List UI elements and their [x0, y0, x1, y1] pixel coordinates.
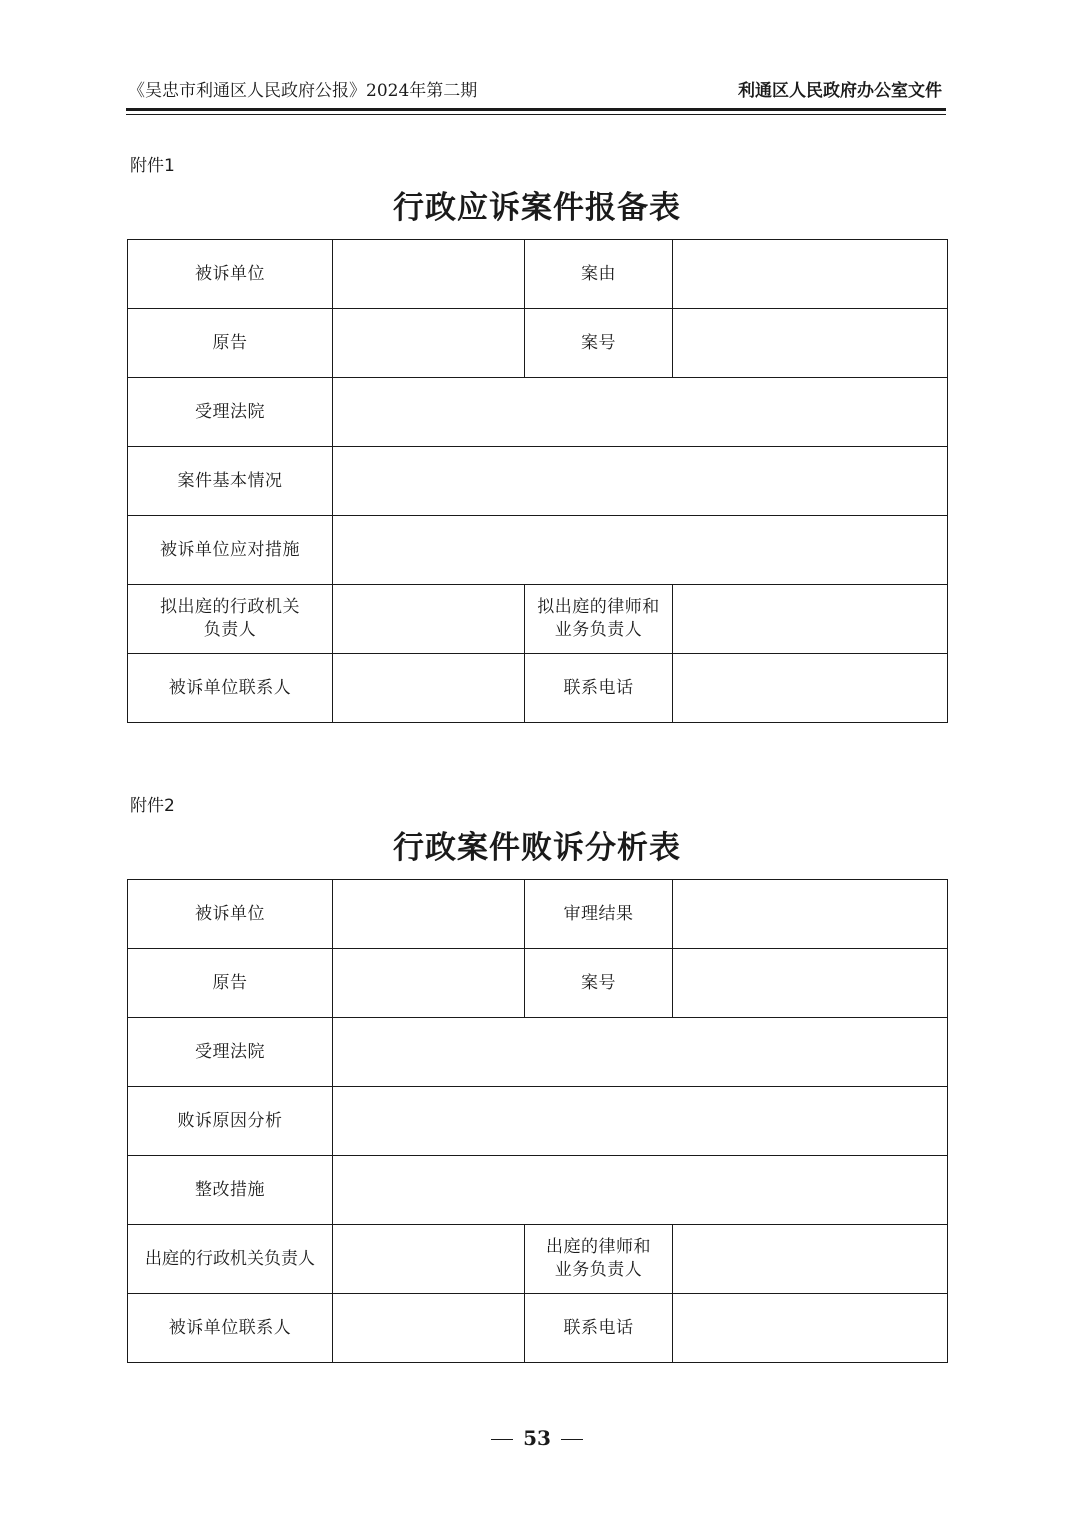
table-row	[128, 1156, 948, 1225]
form-field[interactable]	[673, 585, 948, 654]
form-field[interactable]	[673, 309, 948, 378]
attachment-2-title: 行政案件败诉分析表	[393, 830, 681, 866]
form-field[interactable]	[673, 654, 948, 723]
header-rule-thick	[126, 108, 946, 111]
form-label: 受理法院	[128, 1018, 333, 1087]
form-field[interactable]	[333, 240, 525, 309]
form-label: 被诉单位联系人	[128, 1294, 333, 1363]
form-field[interactable]	[333, 1294, 525, 1363]
form-field[interactable]	[673, 949, 948, 1018]
form-label: 原告	[128, 309, 333, 378]
table-row	[128, 1225, 948, 1294]
table-row	[128, 447, 948, 516]
form-label: 被诉单位	[128, 240, 333, 309]
form-field[interactable]	[333, 447, 948, 516]
form-field[interactable]	[333, 1156, 948, 1225]
form-field[interactable]	[333, 880, 525, 949]
publication-header: 《吴忠市利通区人民政府公报》2024年第二期	[128, 81, 478, 101]
table-row	[128, 949, 948, 1018]
table-row	[128, 880, 948, 949]
form-label: 案由	[525, 240, 673, 309]
form-label: 案件基本情况	[128, 447, 333, 516]
form-field[interactable]	[333, 585, 525, 654]
form-label: 受理法院	[128, 378, 333, 447]
table-row	[128, 1294, 948, 1363]
form-label: 出庭的律师和业务负责人	[525, 1225, 673, 1294]
table-row	[128, 309, 948, 378]
table-row	[128, 654, 948, 723]
form-label: 拟出庭的行政机关负责人	[128, 585, 333, 654]
attachment-2-label: 附件2	[130, 796, 175, 816]
form-field[interactable]	[673, 1294, 948, 1363]
page-number-text: 53	[523, 1426, 551, 1450]
form-label: 整改措施	[128, 1156, 333, 1225]
case-filing-form	[127, 239, 948, 723]
form-label: 审理结果	[525, 880, 673, 949]
form-field[interactable]	[333, 654, 525, 723]
table-row	[128, 516, 948, 585]
form-field[interactable]	[333, 309, 525, 378]
table-row	[128, 585, 948, 654]
form-label: 拟出庭的律师和业务负责人	[525, 585, 673, 654]
form-label: 案号	[525, 309, 673, 378]
table-row	[128, 1087, 948, 1156]
form-field[interactable]	[333, 1018, 948, 1087]
form-label: 原告	[128, 949, 333, 1018]
form-label: 被诉单位	[128, 880, 333, 949]
attachment-1-label: 附件1	[130, 156, 175, 176]
form-label: 被诉单位应对措施	[128, 516, 333, 585]
form-field[interactable]	[333, 516, 948, 585]
form-label: 出庭的行政机关负责人	[128, 1225, 333, 1294]
form-field[interactable]	[673, 1225, 948, 1294]
form-label: 被诉单位联系人	[128, 654, 333, 723]
header-rule-thin	[126, 114, 946, 115]
form-label: 败诉原因分析	[128, 1087, 333, 1156]
form-field[interactable]	[333, 949, 525, 1018]
form-label: 联系电话	[525, 1294, 673, 1363]
table-row	[128, 378, 948, 447]
form-field[interactable]	[333, 1225, 525, 1294]
table-row	[128, 1018, 948, 1087]
table-row	[128, 240, 948, 309]
attachment-1-title: 行政应诉案件报备表	[393, 190, 681, 226]
form-field[interactable]	[673, 240, 948, 309]
form-label: 案号	[525, 949, 673, 1018]
form-label: 联系电话	[525, 654, 673, 723]
page-number	[0, 1426, 1074, 1450]
form-field[interactable]	[333, 378, 948, 447]
lost-case-analysis-form	[127, 879, 948, 1363]
form-field[interactable]	[333, 1087, 948, 1156]
issuer-header: 利通区人民政府办公室文件	[738, 81, 942, 101]
dash-left	[491, 1439, 513, 1440]
form-field[interactable]	[673, 880, 948, 949]
dash-right	[561, 1439, 583, 1440]
